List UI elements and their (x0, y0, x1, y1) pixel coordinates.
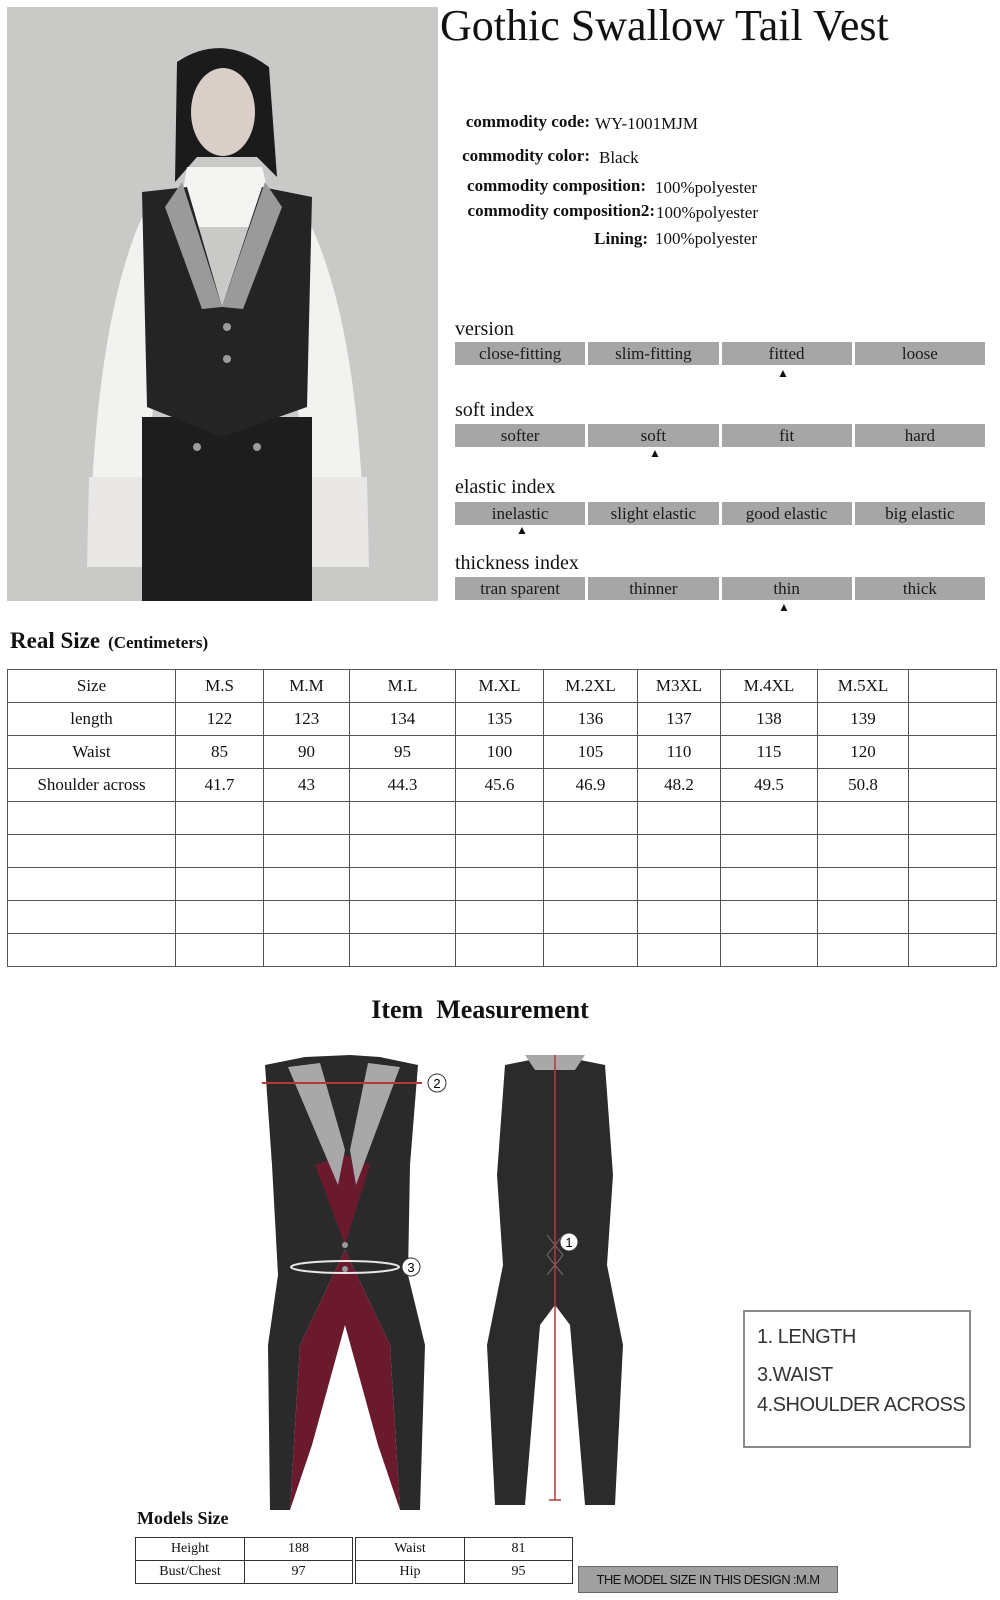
table-row (8, 769, 997, 802)
table-cell: Waist (356, 1538, 465, 1561)
table-cell: 115 (721, 736, 818, 769)
thickness-index-title: thickness index (455, 552, 579, 574)
soft-index-bar (455, 424, 985, 447)
product-photo (7, 7, 438, 601)
table-row (8, 736, 997, 769)
table-cell: 50.8 (818, 769, 909, 802)
info-value: 100%polyester (655, 178, 757, 197)
info-value: 100%polyester (656, 203, 758, 222)
table-cell: 137 (638, 703, 721, 736)
index-option: fitted (722, 342, 852, 365)
info-label: commodity composition2: (467, 201, 655, 220)
table-cell: 135 (456, 703, 544, 736)
table-cell: 97 (245, 1561, 353, 1584)
table-cell: 110 (638, 736, 721, 769)
table-row (8, 934, 997, 967)
table-header: M.M (264, 670, 350, 703)
table-cell: 105 (544, 736, 638, 769)
index-option: inelastic (455, 502, 585, 525)
table-cell: 100 (456, 736, 544, 769)
table-cell: Shoulder across (8, 769, 176, 802)
table-cell: 188 (245, 1538, 353, 1561)
table-cell: 81 (465, 1538, 573, 1561)
info-label: commodity color: (462, 146, 590, 165)
table-row (136, 1561, 353, 1584)
models-table-left (135, 1537, 353, 1584)
table-row (136, 1538, 353, 1561)
index-option: thinner (588, 577, 718, 600)
elastic-index-title: elastic index (455, 476, 556, 498)
size-table (7, 669, 997, 967)
table-cell: Hip (356, 1561, 465, 1584)
table-cell: 43 (264, 769, 350, 802)
info-label: commodity composition: (467, 176, 646, 195)
table-cell: 95 (350, 736, 456, 769)
index-option: good elastic (722, 502, 852, 525)
info-value: WY-1001MJM (595, 114, 698, 133)
selected-marker-icon: ▲ (516, 523, 528, 537)
length-marker: 1 (565, 1235, 573, 1250)
table-cell: 44.3 (350, 769, 456, 802)
shoulder-marker: 2 (433, 1076, 441, 1091)
table-cell: 85 (176, 736, 264, 769)
measurement-title: Item Measurement (371, 995, 589, 1024)
table-cell: 95 (465, 1561, 573, 1584)
table-row (356, 1538, 573, 1561)
table-cell (909, 703, 997, 736)
table-row (8, 901, 997, 934)
index-option: loose (855, 342, 985, 365)
table-cell: 90 (264, 736, 350, 769)
table-header: M.S (176, 670, 264, 703)
table-cell: Waist (8, 736, 176, 769)
models-size-title: Models Size (137, 1508, 229, 1528)
table-cell: Bust/Chest (136, 1561, 245, 1584)
selected-marker-icon: ▲ (777, 366, 789, 380)
table-cell: 41.7 (176, 769, 264, 802)
table-cell: 122 (176, 703, 264, 736)
table-header (909, 670, 997, 703)
model-illustration (7, 7, 438, 601)
version-title: version (455, 318, 514, 340)
real-size-heading (10, 628, 208, 654)
index-option: soft (588, 424, 718, 447)
index-option: slim-fitting (588, 342, 718, 365)
table-header: M.2XL (544, 670, 638, 703)
waist-marker: 3 (407, 1260, 415, 1275)
info-value: Black (599, 148, 639, 167)
legend-item: 4.SHOULDER ACROSS (757, 1394, 966, 1416)
table-row (8, 835, 997, 868)
table-cell: 45.6 (456, 769, 544, 802)
soft-index-title: soft index (455, 399, 535, 421)
table-cell: 46.9 (544, 769, 638, 802)
legend-item: 3.WAIST (757, 1364, 833, 1386)
elastic-index-bar (455, 502, 985, 525)
table-cell: 49.5 (721, 769, 818, 802)
table-cell: 48.2 (638, 769, 721, 802)
thickness-index-bar (455, 577, 985, 600)
selected-marker-icon: ▲ (649, 446, 661, 460)
index-option: tran sparent (455, 577, 585, 600)
info-label: Lining: (594, 229, 648, 248)
table-header: M.5XL (818, 670, 909, 703)
table-cell: length (8, 703, 176, 736)
table-row (356, 1561, 573, 1584)
table-row (8, 670, 997, 703)
table-header: M.4XL (721, 670, 818, 703)
table-cell: 139 (818, 703, 909, 736)
measurement-legend (743, 1310, 971, 1448)
table-header: M.L (350, 670, 456, 703)
table-cell: 138 (721, 703, 818, 736)
legend-item: 1. LENGTH (757, 1326, 856, 1348)
index-option: thin (722, 577, 852, 600)
index-option: big elastic (855, 502, 985, 525)
info-value: 100%polyester (655, 229, 757, 248)
table-cell: 134 (350, 703, 456, 736)
table-header: M.XL (456, 670, 544, 703)
vest-back-diagram (485, 1045, 645, 1515)
product-title: Gothic Swallow Tail Vest (440, 1, 889, 50)
index-option: hard (855, 424, 985, 447)
table-cell: 123 (264, 703, 350, 736)
table-cell: Height (136, 1538, 245, 1561)
index-option: softer (455, 424, 585, 447)
table-row (8, 703, 997, 736)
index-option: thick (855, 577, 985, 600)
info-label: commodity code: (465, 112, 590, 131)
table-cell (909, 769, 997, 802)
table-header: M3XL (638, 670, 721, 703)
table-header: Size (8, 670, 176, 703)
table-cell (909, 736, 997, 769)
table-row (8, 868, 997, 901)
table-cell: 120 (818, 736, 909, 769)
real-size-unit: (Centimeters) (108, 633, 209, 652)
table-cell: 136 (544, 703, 638, 736)
table-row (8, 802, 997, 835)
index-option: fit (722, 424, 852, 447)
real-size-title: Real Size (10, 628, 101, 653)
selected-marker-icon: ▲ (778, 600, 790, 614)
index-option: close-fitting (455, 342, 585, 365)
index-option: slight elastic (588, 502, 718, 525)
version-bar (455, 342, 985, 365)
model-size-note: THE MODEL SIZE IN THIS DESIGN :M.M (578, 1566, 838, 1593)
models-table-right (355, 1537, 573, 1584)
